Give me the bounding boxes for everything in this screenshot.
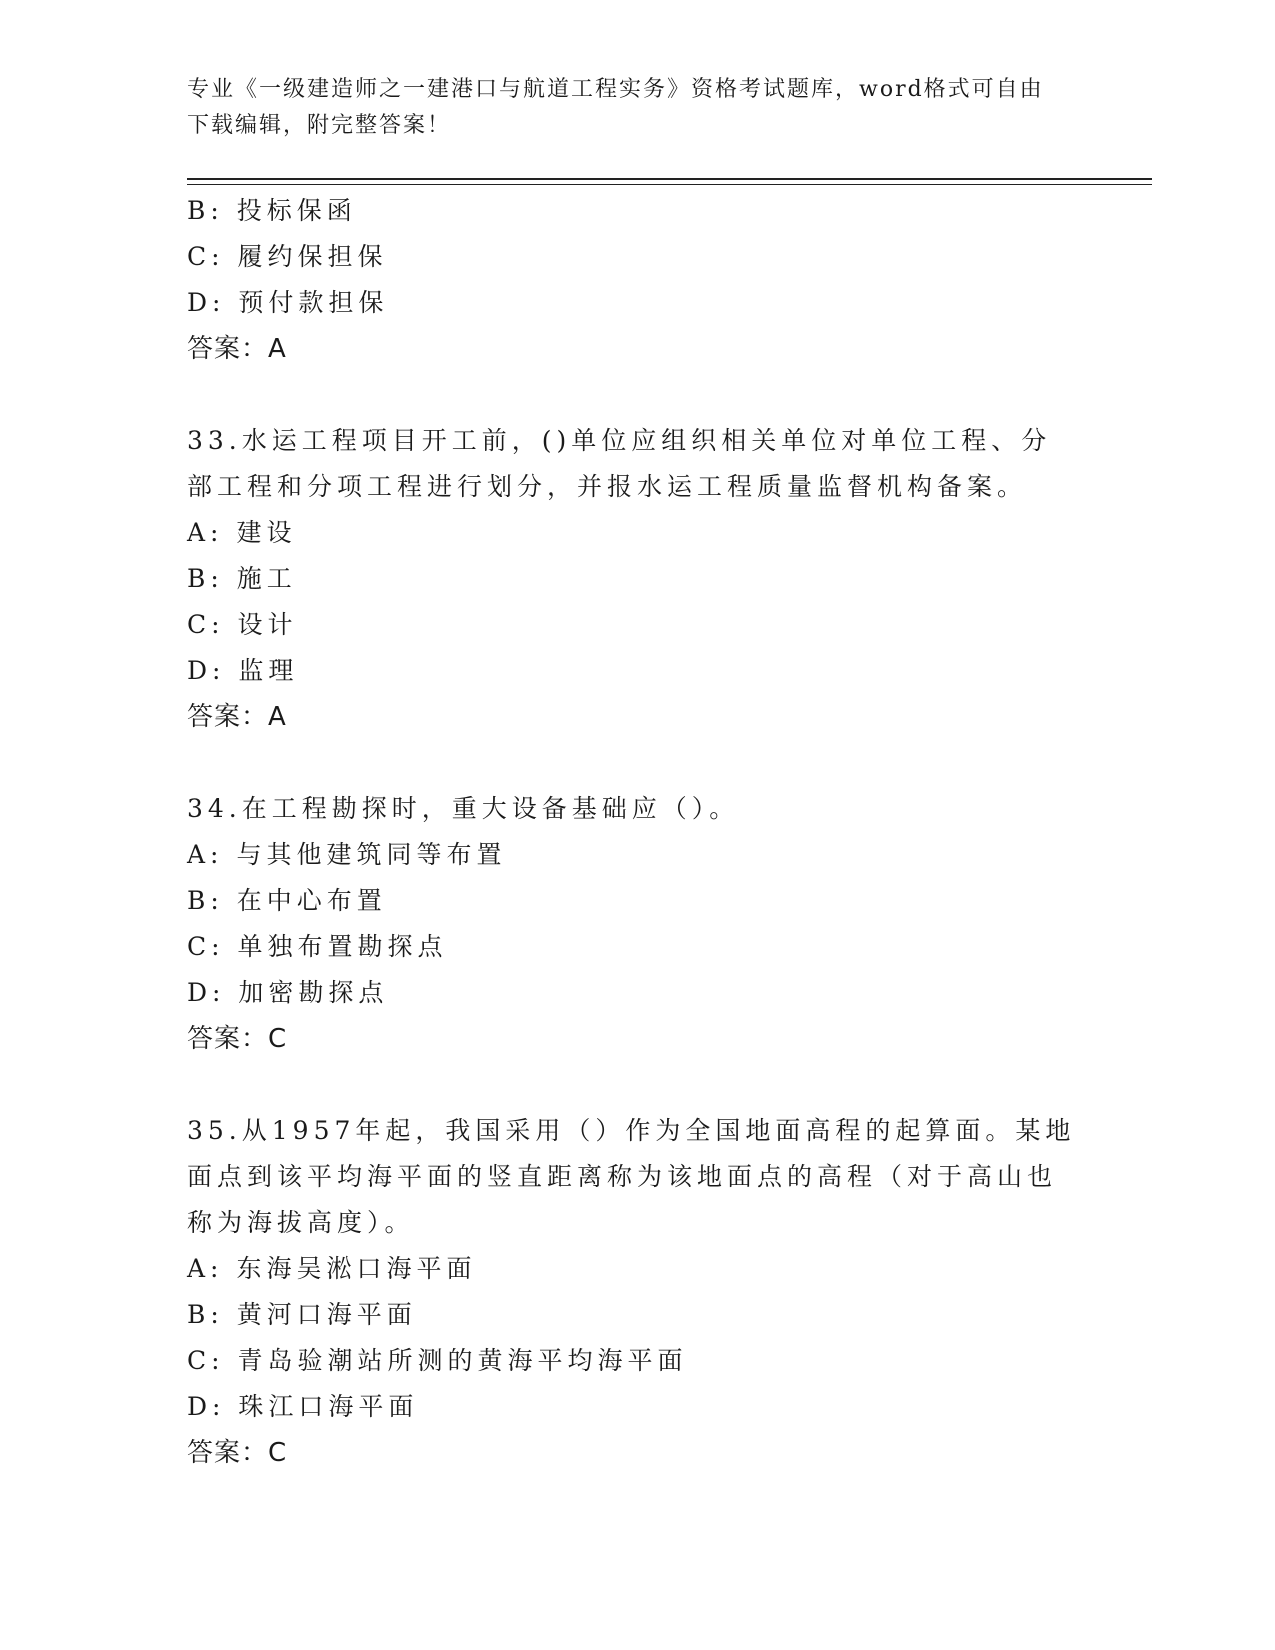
option-d: D: 珠江口海平面 [187,1392,419,1421]
option-a: A: 建设 [187,518,297,547]
option-c: C: 设计 [187,610,298,639]
answer-line: 答案：C [187,1024,288,1054]
option-b: B: 在中心布置 [187,886,387,915]
answer-line: 答案：C [187,1438,288,1468]
option-c: C: 青岛验潮站所测的黄海平均海平面 [187,1346,688,1375]
option-b: B: 施工 [187,564,297,593]
question-block-prev [187,188,1077,372]
question-list [187,188,1077,1476]
option-d: D: 预付款担保 [187,288,389,317]
option-b: B: 黄河口海平面 [187,1300,417,1329]
option-a: A: 与其他建筑同等布置 [187,840,507,869]
question-block-35 [187,1108,1077,1476]
document-header [187,72,1067,144]
spacer [187,372,1077,418]
spacer [187,740,1077,786]
option-b: B: 投标保函 [187,196,357,225]
question-block-34 [187,786,1077,1062]
option-c: C: 履约保担保 [187,242,388,271]
question-stem: 35.从1957年起，我国采用（）作为全国地面高程的起算面。某地面点到该平均海平面的竖直距离称为该地面点的高程（对于高山也称为海拔高度）。 [187,1116,1076,1237]
answer-line: 答案：A [187,702,287,732]
question-stem: 33.水运工程项目开工前，()单位应组织相关单位对单位工程、分部工程和分项工程进行划分，并报水运工程质量监督机构备案。 [187,426,1052,501]
option-d: D: 监理 [187,656,299,685]
option-d: D: 加密勘探点 [187,978,389,1007]
answer-line: 答案：A [187,334,287,364]
header-text: 专业《一级建造师之一建港口与航道工程实务》资格考试题库，word格式可自由下载编辑，附完整答案！ [187,77,1044,138]
header-divider [187,178,1152,185]
question-block-33 [187,418,1077,740]
option-c: C: 单独布置勘探点 [187,932,448,961]
spacer [187,1062,1077,1108]
question-stem: 34.在工程勘探时，重大设备基础应（）。 [187,794,740,823]
option-a: A: 东海吴淞口海平面 [187,1254,477,1283]
